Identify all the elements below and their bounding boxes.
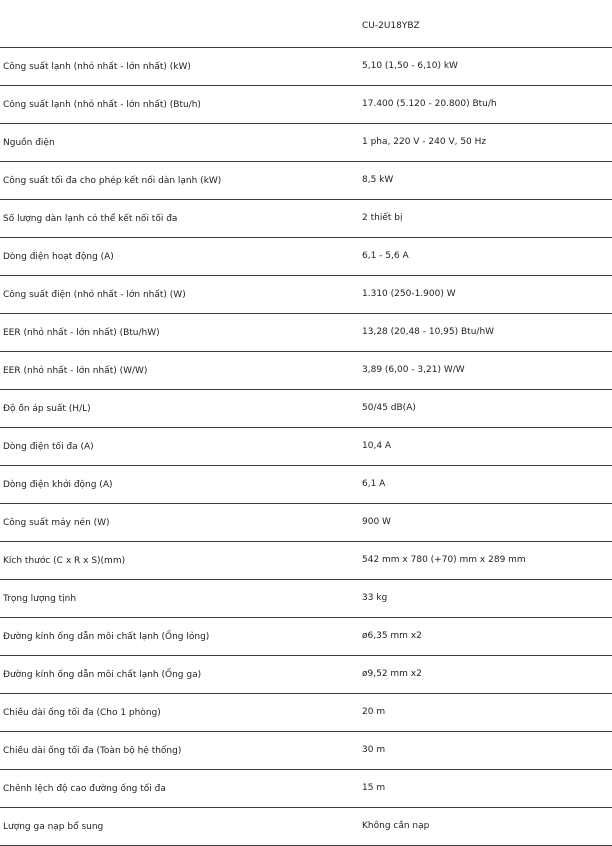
spec-value: Không cần nạp <box>362 808 612 846</box>
spec-value: 10,4 A <box>362 428 612 466</box>
spec-value: ø6,35 mm x2 <box>362 618 612 656</box>
spec-value: 900 W <box>362 504 612 542</box>
spec-value: 542 mm x 780 (+70) mm x 289 mm <box>362 542 612 580</box>
spec-label: Số lượng dàn lạnh có thể kết nối tối đa <box>0 200 362 238</box>
spec-row <box>0 694 612 732</box>
spec-label: Công suất tối đa cho phép kết nối dàn lạnh (kW) <box>0 162 362 200</box>
spec-row <box>0 352 612 390</box>
header-row <box>0 0 612 48</box>
spec-row <box>0 124 612 162</box>
spec-label: Công suất máy nén (W) <box>0 504 362 542</box>
spec-row <box>0 770 612 808</box>
spec-value: 1 pha, 220 V - 240 V, 50 Hz <box>362 124 612 162</box>
spec-value: ø9,52 mm x2 <box>362 656 612 694</box>
spec-value: 6,1 A <box>362 466 612 504</box>
spec-row <box>0 656 612 694</box>
spec-value: 15 m <box>362 770 612 808</box>
spec-row <box>0 808 612 846</box>
spec-value: 50/45 dB(A) <box>362 390 612 428</box>
spec-row <box>0 48 612 86</box>
spec-label: Công suất lạnh (nhỏ nhất - lớn nhất) (kW) <box>0 48 362 86</box>
spec-row <box>0 86 612 124</box>
spec-value: 5,10 (1,50 - 6,10) kW <box>362 48 612 86</box>
spec-label: Độ ồn áp suất (H/L) <box>0 390 362 428</box>
spec-label: Trọng lượng tịnh <box>0 580 362 618</box>
spec-label: Công suất lạnh (nhỏ nhất - lớn nhất) (Btu/h) <box>0 86 362 124</box>
model-name: CU-2U18YBZ <box>362 0 612 48</box>
spec-label: Kích thước (C x R x S)(mm) <box>0 542 362 580</box>
spec-label: Công suất điện (nhỏ nhất - lớn nhất) (W) <box>0 276 362 314</box>
spec-row <box>0 276 612 314</box>
spec-value: 6,1 - 5,6 A <box>362 238 612 276</box>
spec-value: 20 m <box>362 694 612 732</box>
spec-value: 30 m <box>362 732 612 770</box>
spec-label: Đường kính ống dẫn môi chất lạnh (Ống ga) <box>0 656 362 694</box>
spec-label: Nguồn điện <box>0 124 362 162</box>
spec-row <box>0 200 612 238</box>
spec-row <box>0 428 612 466</box>
spec-row <box>0 162 612 200</box>
spec-row <box>0 466 612 504</box>
spec-label: Chiều dài ống tối đa (Cho 1 phòng) <box>0 694 362 732</box>
spec-row <box>0 390 612 428</box>
spec-row <box>0 238 612 276</box>
spec-value: 13,28 (20,48 - 10,95) Btu/hW <box>362 314 612 352</box>
spec-label: Chiều dài ống tối đa (Toàn bộ hệ thống) <box>0 732 362 770</box>
spec-value: 3,89 (6,00 - 3,21) W/W <box>362 352 612 390</box>
spec-label: Dòng điện hoạt động (A) <box>0 238 362 276</box>
spec-label: Lượng ga nạp bổ sung <box>0 808 362 846</box>
spec-value: 33 kg <box>362 580 612 618</box>
spec-row <box>0 542 612 580</box>
spec-value: 1.310 (250-1.900) W <box>362 276 612 314</box>
spec-value: 8,5 kW <box>362 162 612 200</box>
spec-row <box>0 504 612 542</box>
spec-label: Dòng điện tối đa (A) <box>0 428 362 466</box>
spec-label: Dòng điện khởi động (A) <box>0 466 362 504</box>
spec-row <box>0 618 612 656</box>
spec-value: 17.400 (5.120 - 20.800) Btu/h <box>362 86 612 124</box>
header-label-cell <box>0 0 362 48</box>
spec-label: EER (nhỏ nhất - lớn nhất) (Btu/hW) <box>0 314 362 352</box>
spec-label: Đường kính ống dẫn môi chất lạnh (Ống lỏng) <box>0 618 362 656</box>
spec-label: Chênh lệch độ cao đường ống tối đa <box>0 770 362 808</box>
spec-label: EER (nhỏ nhất - lớn nhất) (W/W) <box>0 352 362 390</box>
spec-row <box>0 580 612 618</box>
spec-row <box>0 732 612 770</box>
spec-row <box>0 314 612 352</box>
spec-value: 2 thiết bị <box>362 200 612 238</box>
